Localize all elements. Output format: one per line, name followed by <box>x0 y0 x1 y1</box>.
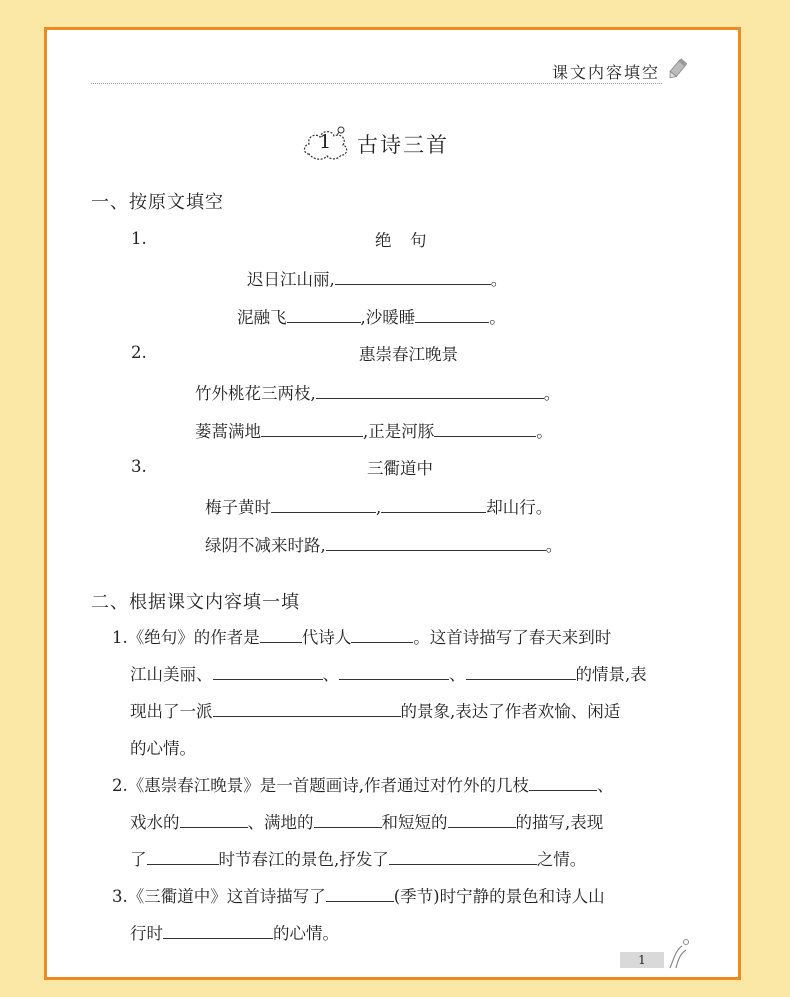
lesson-badge <box>301 124 351 164</box>
page-number: 1 <box>620 952 664 968</box>
pencil-icon <box>666 54 692 80</box>
poem-1-line-2 <box>237 304 506 328</box>
question-text: 代诗人 <box>301 628 352 647</box>
poem-2-line-2 <box>195 418 553 442</box>
question-text: 。这首诗描写了春天来到时 <box>413 628 612 647</box>
poem-text: 泥融飞 <box>237 308 287 327</box>
lesson-title <box>301 124 449 164</box>
poem-text: 。 <box>489 308 506 327</box>
section-1-heading: 一、按原文填空 <box>91 192 224 213</box>
fill-blank[interactable] <box>434 420 536 437</box>
question-2 <box>112 767 682 878</box>
question-text: (季节)时宁静的景色和诗人山 <box>393 887 605 906</box>
poem-text: 竹外桃花三两枝, <box>195 384 316 403</box>
fill-blank[interactable] <box>163 922 273 939</box>
fill-blank[interactable] <box>147 848 219 865</box>
question-text: 2.《惠崇春江晚景》是一首题画诗,作者通过对竹外的几枝 <box>112 776 529 795</box>
lesson-number: 1 <box>318 131 332 153</box>
question-3 <box>112 878 682 952</box>
poem-1-line-1 <box>247 266 507 290</box>
question-1 <box>112 619 682 767</box>
question-text: 现出了一派 <box>130 702 213 721</box>
poem-3-number: 3. <box>131 457 147 476</box>
question-text: 江山美丽、 <box>130 665 213 684</box>
swirl-icon <box>666 938 690 970</box>
lesson-name: 古诗三首 <box>357 133 449 157</box>
question-text: 行时 <box>130 924 163 943</box>
poem-text: 。 <box>545 536 563 555</box>
fill-blank[interactable] <box>261 420 363 437</box>
fill-blank[interactable] <box>326 885 394 902</box>
fill-blank[interactable] <box>351 626 413 643</box>
poem-text: 迟日江山丽, <box>247 270 335 289</box>
question-text: 的心情。 <box>273 924 339 943</box>
question-text: 、 <box>322 665 339 684</box>
question-text: 1.《绝句》的作者是 <box>112 628 260 647</box>
poem-2-line-1 <box>195 380 560 404</box>
poem-text: 蒌蒿满地 <box>195 422 261 441</box>
fill-blank[interactable] <box>381 496 486 513</box>
poem-text: 。 <box>543 384 561 403</box>
question-text: 的心情。 <box>130 739 196 758</box>
fill-blank[interactable] <box>180 811 248 828</box>
fill-blank[interactable] <box>314 811 382 828</box>
fill-blank[interactable] <box>287 306 361 323</box>
poem-text: ,正是河豚 <box>363 422 435 441</box>
question-text: 3.《三衢道中》这首诗描写了 <box>112 887 326 906</box>
poem-3-line-2 <box>205 532 562 556</box>
fill-blank[interactable] <box>389 848 537 865</box>
fill-blank[interactable] <box>415 306 489 323</box>
question-text: 和短短的 <box>381 813 448 832</box>
section-2-heading: 二、根据课文内容填一填 <box>91 592 300 613</box>
poem-1-title: 绝 句 <box>375 231 428 250</box>
question-text: 的描写,表现 <box>515 813 604 832</box>
poem-text: ,沙暖睡 <box>360 308 416 327</box>
poem-text: 。 <box>490 270 508 289</box>
question-text: 的景象,表达了作者欢愉、闲适 <box>400 702 621 721</box>
question-text: 戏水的 <box>130 813 180 832</box>
fill-blank[interactable] <box>335 268 491 285</box>
question-text: 、满地的 <box>247 813 314 832</box>
fill-blank[interactable] <box>326 534 546 551</box>
header-title: 课文内容填空 <box>551 63 660 82</box>
poem-text: , <box>376 498 382 517</box>
poem-text: 梅子黄时 <box>205 498 271 517</box>
fill-blank[interactable] <box>213 700 401 717</box>
poem-text: 绿阴不减来时路, <box>205 536 326 555</box>
worksheet-page <box>44 27 741 980</box>
question-text: 、 <box>449 665 466 684</box>
poem-1-number: 1. <box>131 229 147 248</box>
fill-blank[interactable] <box>271 496 376 513</box>
question-text: 了 <box>130 850 147 869</box>
poem-text: 却山行。 <box>486 498 553 517</box>
fill-blank[interactable] <box>448 811 516 828</box>
fill-blank[interactable] <box>316 382 544 399</box>
poem-text: 。 <box>536 422 553 441</box>
header-divider <box>91 83 662 84</box>
poem-3-line-1 <box>205 494 552 518</box>
poem-3-title: 三衢道中 <box>367 459 433 478</box>
poem-2-title: 惠崇春江晚景 <box>359 345 458 364</box>
question-text: 、 <box>597 776 614 795</box>
question-text: 时节春江的景色,抒发了 <box>218 850 389 869</box>
fill-blank[interactable] <box>260 626 302 643</box>
fill-blank[interactable] <box>339 663 449 680</box>
fill-blank[interactable] <box>466 663 576 680</box>
fill-blank[interactable] <box>529 774 597 791</box>
poem-2-number: 2. <box>131 343 147 362</box>
question-text: 之情。 <box>536 850 587 869</box>
fill-blank[interactable] <box>213 663 323 680</box>
question-text: 的情景,表 <box>575 665 647 684</box>
